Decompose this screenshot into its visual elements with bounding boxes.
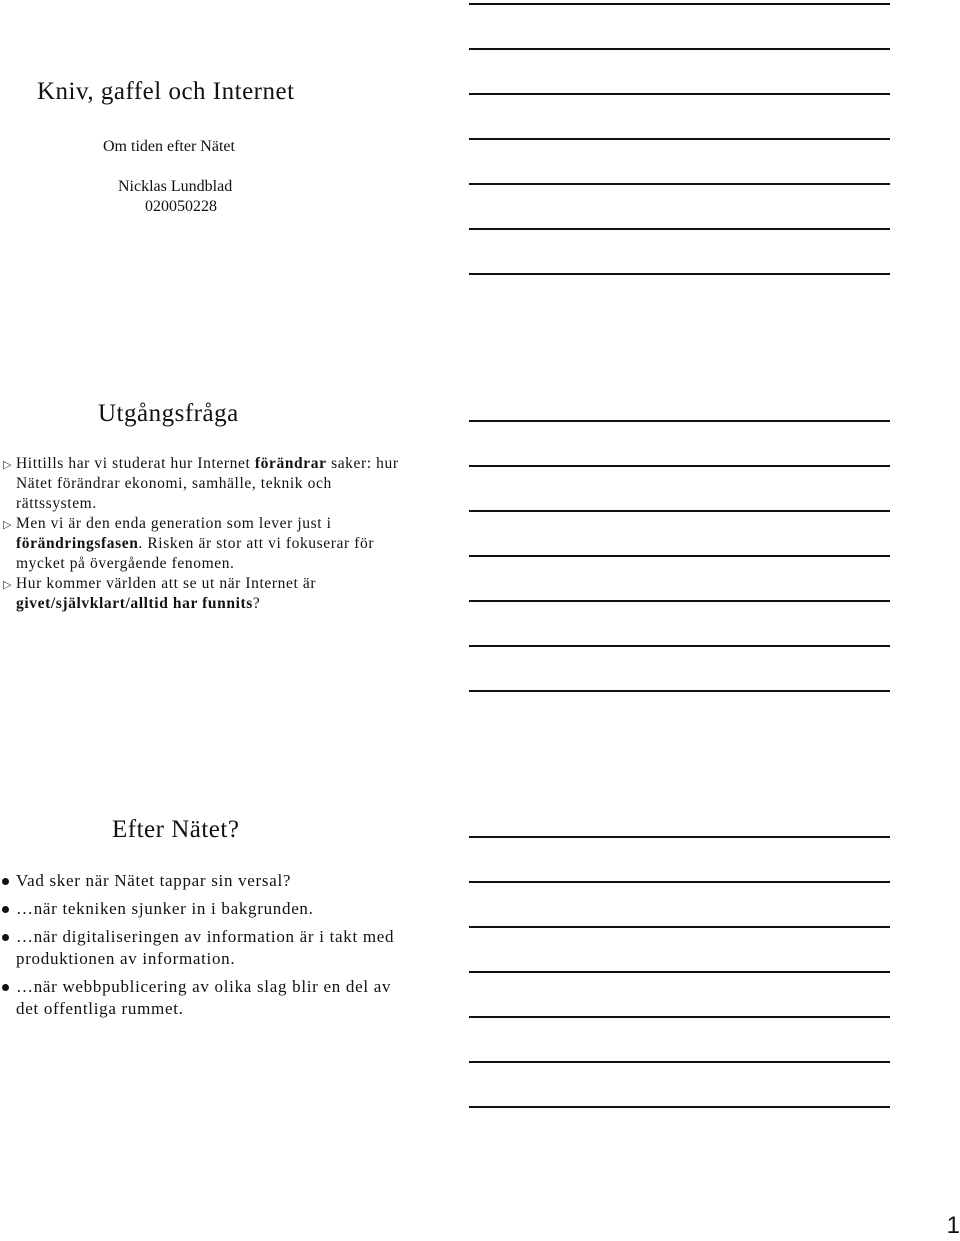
bullet-dot-icon	[2, 984, 9, 991]
bullet-text: …när tekniken sjunker in i bakgrunden.	[16, 899, 314, 918]
note-line	[469, 555, 890, 557]
note-line	[469, 510, 890, 512]
list-item	[0, 574, 400, 614]
list-item	[0, 898, 400, 920]
note-line	[469, 273, 890, 275]
list-item	[0, 926, 400, 970]
bullet-text: …när digitaliseringen av information är i takt med produktionen av information.	[16, 927, 395, 968]
note-line	[469, 926, 890, 928]
note-line	[469, 836, 890, 838]
note-line	[469, 93, 890, 95]
slide-3-bullet-list	[0, 870, 400, 1026]
bullet-text: Hur kommer världen att se ut när Internet är	[16, 575, 317, 592]
note-line	[469, 1106, 890, 1108]
bullet-text: Vad sker när Nätet tappar sin versal?	[16, 871, 292, 890]
bullet-emphasis: förändrar	[254, 455, 327, 472]
list-item	[0, 870, 400, 892]
bullet-dot-icon	[2, 934, 9, 941]
slide-1-subtitle: Om tiden efter Nätet	[103, 138, 235, 155]
note-line	[469, 48, 890, 50]
note-line	[469, 600, 890, 602]
list-item	[0, 976, 400, 1020]
slide-3-title: Efter Nätet?	[112, 816, 240, 843]
note-line	[469, 645, 890, 647]
arrow-bullet-icon: ▷	[3, 519, 13, 531]
slide-2-bullet-list	[0, 454, 400, 614]
note-line	[469, 228, 890, 230]
note-line	[469, 183, 890, 185]
note-line	[469, 1016, 890, 1018]
bullet-text: …när webbpublicering av olika slag blir en del av det offentliga rummet.	[16, 977, 392, 1018]
bullet-emphasis: förändringsfasen	[16, 535, 139, 552]
bullet-text: saker: hur Nätet förändrar ekonomi, samhälle, teknik och rättssystem.	[16, 455, 399, 512]
note-line	[469, 3, 890, 5]
bullet-emphasis: givet/självklart/alltid har funnits	[16, 595, 253, 612]
note-line	[469, 138, 890, 140]
bullet-text: Hittills har vi studerat hur Internet	[16, 455, 255, 472]
slide-2-title: Utgångsfråga	[98, 400, 239, 427]
bullet-text: ?	[252, 595, 261, 612]
note-line	[469, 1061, 890, 1063]
arrow-bullet-icon: ▷	[3, 579, 13, 591]
list-item	[0, 514, 400, 574]
list-item	[0, 454, 400, 514]
bullet-text: . Risken är stor att vi fokuserar för mycket på övergående fenomen.	[16, 535, 375, 572]
bullet-dot-icon	[2, 878, 9, 885]
note-line	[469, 971, 890, 973]
note-line	[469, 420, 890, 422]
page-number: 1	[946, 1212, 960, 1239]
slide-1-title: Kniv, gaffel och Internet	[37, 78, 295, 105]
note-line	[469, 465, 890, 467]
bullet-dot-icon	[2, 906, 9, 913]
note-line	[469, 690, 890, 692]
arrow-bullet-icon: ▷	[3, 459, 13, 471]
bullet-text: Men vi är den enda generation som lever just i	[16, 515, 332, 532]
slide-1-author: Nicklas Lundblad	[118, 178, 233, 195]
note-line	[469, 881, 890, 883]
slide-1-date: 020050228	[145, 198, 217, 215]
